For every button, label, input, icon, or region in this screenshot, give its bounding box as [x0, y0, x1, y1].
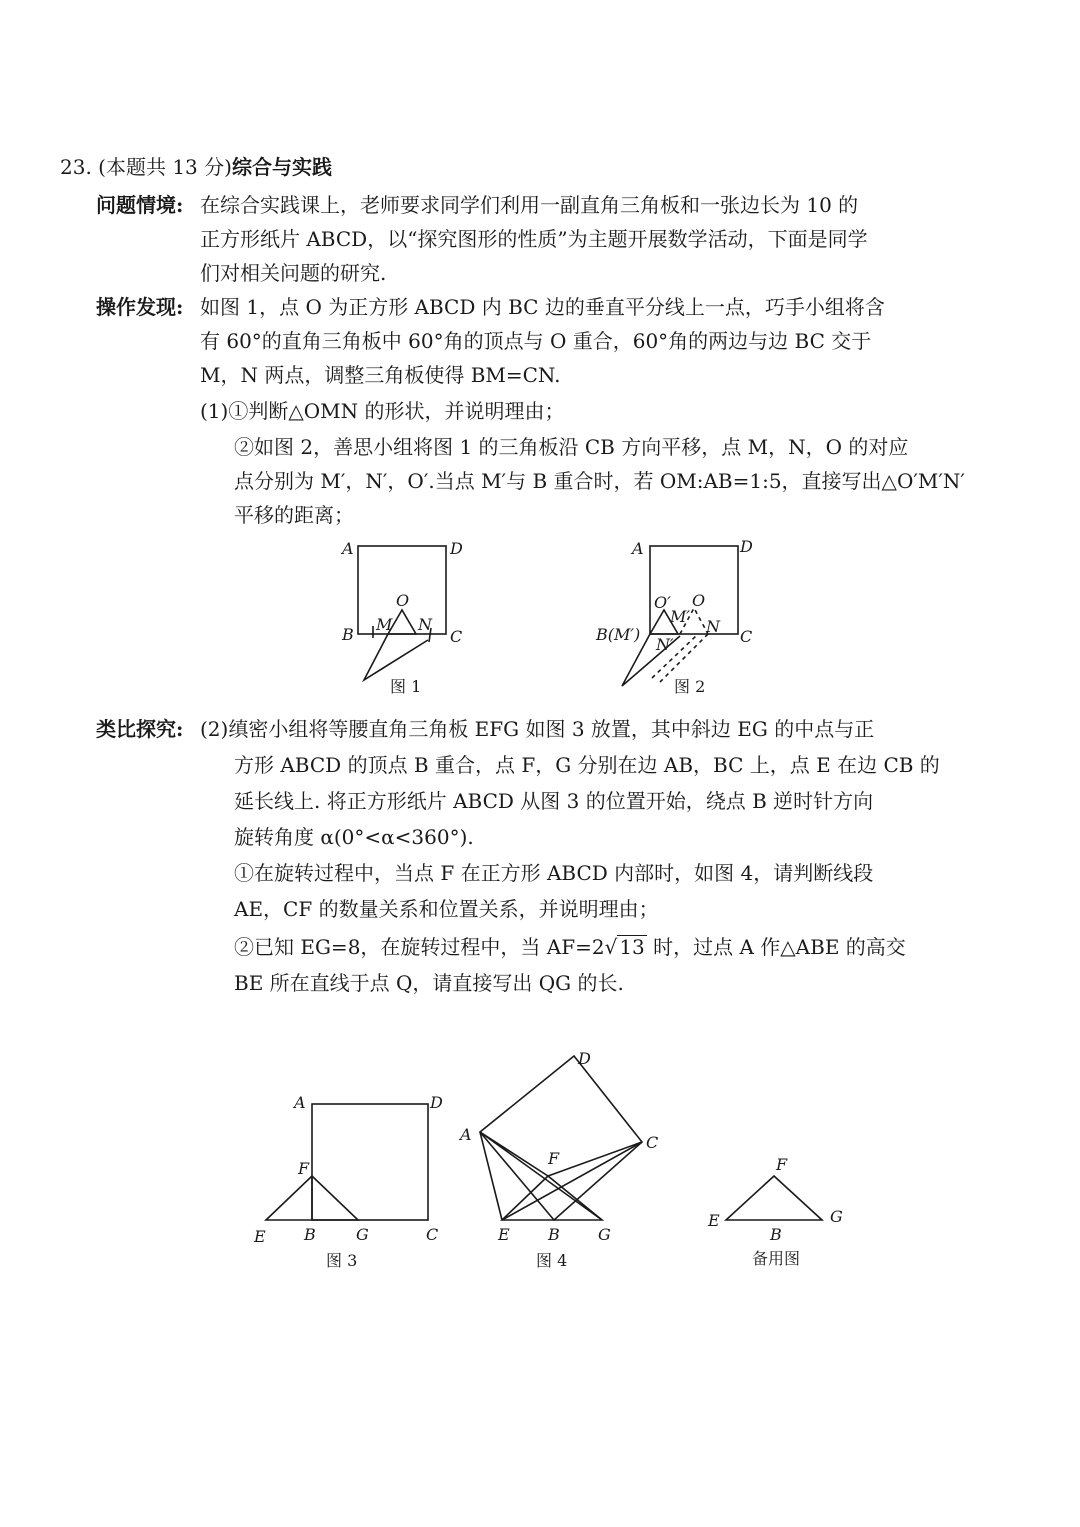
fig2-caption: 图 2 [674, 677, 706, 696]
figure-1 [330, 530, 490, 700]
situation-line-3: 们对相关问题的研究. [200, 261, 387, 285]
fig3-label-a: A [294, 1093, 306, 1112]
backup-triangle-efg [726, 1176, 822, 1220]
analogy-line-3: 延长线上. 将正方形纸片 ABCD 从图 3 的位置开始，绕点 B 逆时针方向 [234, 789, 874, 813]
question-2-1-line-2: AE，CF 的数量关系和位置关系，并说明理由； [234, 897, 659, 921]
fig4-label-e: E [498, 1225, 510, 1244]
sqrt-radicand: 13 [619, 935, 645, 959]
question-1-2-line-2: 点分别为 M′，N′，O′.当点 M′与 B 重合时，若 OM:AB=1:5，直接写出△O′M′N′ [234, 469, 965, 493]
fig2-square [650, 546, 738, 634]
figure-3 [240, 1080, 450, 1280]
fig4-caption: 图 4 [536, 1251, 568, 1270]
analogy-line-4: 旋转角度 α(0°<α<360°). [234, 825, 474, 849]
fig2-label-o-prime: O′ [654, 593, 671, 612]
fig1-caption: 图 1 [390, 677, 422, 696]
problem-header [60, 152, 332, 182]
fig1-label-d: D [450, 539, 463, 558]
fig2-label-b-m-prime: B(M′) [596, 625, 641, 644]
question-2-2-line-1 [234, 932, 906, 962]
fig2-label-c: C [740, 627, 753, 646]
analogy-line-1: (2)缜密小组将等腰直角三角板 EFG 如图 3 放置，其中斜边 EG 的中点与正 [200, 717, 875, 741]
backup-caption: 备用图 [752, 1249, 801, 1268]
fig1-label-c: C [450, 627, 463, 646]
backup-label-g: G [830, 1207, 843, 1226]
question-1-1: (1)①判断△OMN 的形状，并说明理由； [200, 399, 565, 423]
fig3-label-e: E [254, 1227, 266, 1246]
question-2-2-line-2: BE 所在直线于点 Q，请直接写出 QG 的长. [234, 971, 624, 995]
fig2-label-n: N [706, 617, 720, 636]
fig4-label-c: C [646, 1133, 659, 1152]
fig3-label-c: C [426, 1225, 439, 1244]
figure-backup [700, 1150, 860, 1270]
question-1-2-line-1: ②如图 2，善思小组将图 1 的三角板沿 CB 方向平移，点 M，N，O 的对应 [234, 435, 909, 459]
problem-title: 综合与实践 [231, 155, 332, 179]
fig4-label-f: F [548, 1149, 560, 1168]
situation-line-1: 在综合实践课上，老师要求同学们利用一副直角三角板和一张边长为 10 的 [200, 193, 859, 217]
problem-score-note: (本题共 13 分) [98, 155, 232, 179]
fig4-label-b: B [548, 1225, 560, 1244]
figure-2 [590, 530, 770, 700]
operation-line-2: 有 60°的直角三角板中 60°角的顶点与 O 重合，60°角的两边与边 BC 交于 [200, 329, 872, 353]
situation-line-2: 正方形纸片 ABCD，以“探究图形的性质”为主题开展数学活动，下面是同学 [200, 227, 868, 251]
fig4-label-a: A [460, 1125, 472, 1144]
fig1-square [358, 546, 446, 634]
fig3-label-d: D [430, 1093, 443, 1112]
fig2-label-d: D [740, 537, 753, 556]
fig4-segment-af [480, 1132, 548, 1176]
fig1-label-n: N [418, 615, 432, 634]
fig2-label-m-prime: M′ [670, 607, 691, 626]
fig1-label-b: B [342, 625, 354, 644]
fig2-label-o: O [692, 591, 706, 610]
sqrt-sign: √ [604, 935, 618, 959]
analogy-line-2: 方形 ABCD 的顶点 B 重合，点 F，G 分别在边 AB，BC 上，点 E 在边 CB 的 [234, 753, 940, 777]
fig1-label-m: M [376, 615, 393, 634]
analogy-label: 类比探究: [96, 717, 184, 741]
fig3-square [312, 1104, 428, 1220]
operation-label: 操作发现: [96, 295, 184, 319]
fig4-triangle-efg [502, 1176, 602, 1220]
backup-label-f: F [776, 1155, 788, 1174]
question-2-2-post: 时，过点 A 作△ABE 的高交 [653, 935, 906, 959]
fig1-label-o: O [396, 591, 410, 610]
backup-label-b: B [770, 1225, 782, 1244]
question-2-1-line-1: ①在旋转过程中，当点 F 在正方形 ABCD 内部时，如图 4，请判断线段 [234, 861, 874, 885]
question-1-2-line-3: 平移的距离； [234, 503, 354, 527]
figure-4 [450, 1040, 670, 1280]
fig3-label-g: G [356, 1225, 369, 1244]
fig3-label-f: F [298, 1159, 310, 1178]
fig3-caption: 图 3 [326, 1251, 358, 1270]
fig3-label-b: B [304, 1225, 316, 1244]
backup-label-e: E [708, 1211, 720, 1230]
fig4-segment-ce [502, 1142, 642, 1220]
fig2-label-n-prime: N′ [656, 635, 674, 654]
problem-number: 23. [60, 155, 92, 179]
question-2-2-pre: ②已知 EG=8，在旋转过程中，当 AF=2 [234, 935, 605, 959]
fig2-label-a: A [632, 539, 644, 558]
fig4-segment-cf [548, 1142, 642, 1176]
fig1-label-a: A [342, 539, 354, 558]
operation-line-1: 如图 1，点 O 为正方形 ABCD 内 BC 边的垂直平分线上一点，巧手小组将含 [200, 295, 885, 319]
fig1-set-square [364, 634, 428, 680]
fig4-square [480, 1056, 642, 1220]
operation-line-3: M，N 两点，调整三角板使得 BM=CN. [200, 363, 561, 387]
fig4-label-d: D [578, 1049, 591, 1068]
situation-label: 问题情境: [96, 193, 184, 217]
fig4-label-g: G [598, 1225, 611, 1244]
